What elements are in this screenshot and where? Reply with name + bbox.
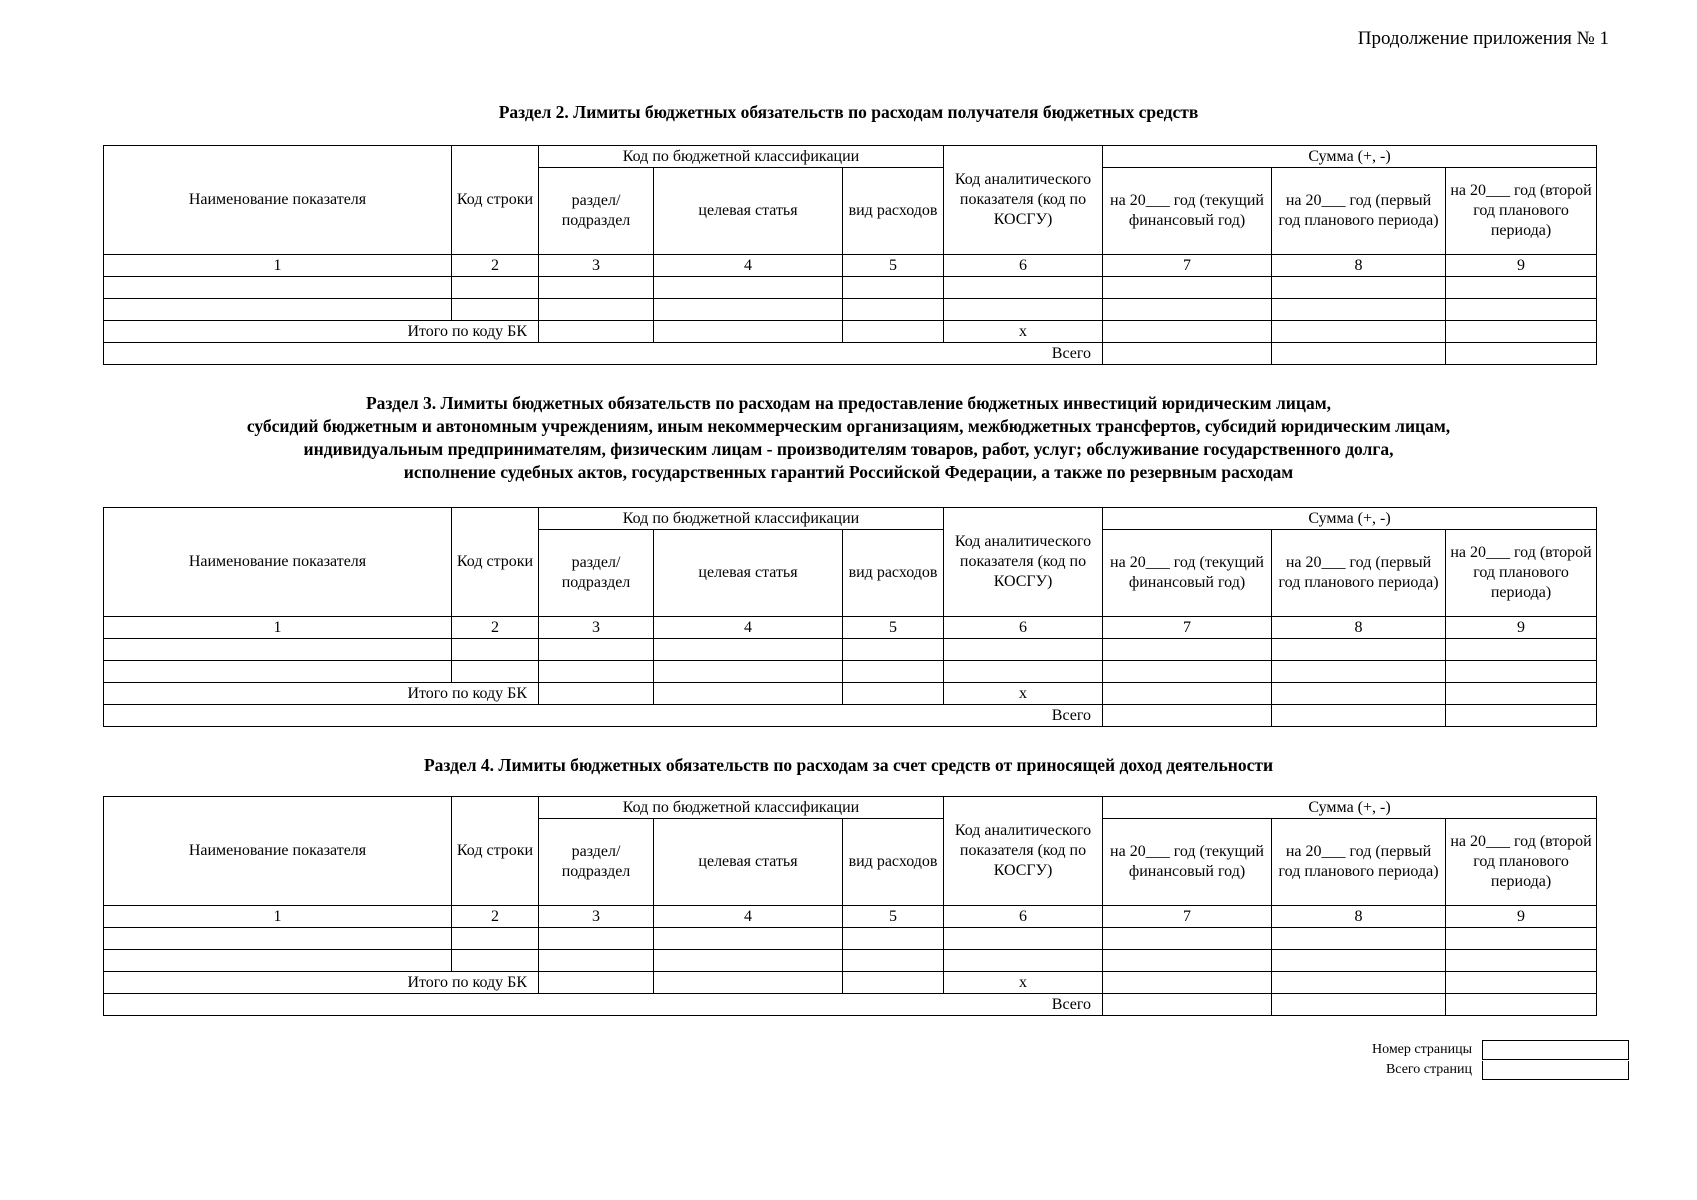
header-year-current: на 20___ год (текущий финансовый год) [1103, 819, 1272, 906]
column-number: 5 [843, 906, 944, 928]
cell-sum-second[interactable] [1446, 950, 1597, 972]
cell-sum-current[interactable] [1103, 277, 1272, 299]
cell-line-code[interactable] [452, 661, 539, 683]
cell-expense-type[interactable] [843, 972, 944, 994]
cell-name[interactable] [104, 277, 452, 299]
cell-target[interactable] [654, 683, 843, 705]
total-pages-field[interactable] [1482, 1061, 1629, 1080]
table-row [104, 928, 1597, 950]
column-number: 2 [452, 617, 539, 639]
cell-sum-first[interactable] [1272, 972, 1446, 994]
header-sum: Сумма (+, -) [1103, 146, 1597, 168]
cell-target[interactable] [654, 950, 843, 972]
header-name: Наименование показателя [104, 508, 452, 617]
cell-sum-first[interactable] [1272, 639, 1446, 661]
section3-title-line: Раздел 3. Лимиты бюджетных обязательств по расходам на предоставление бюджетных инвестиций юридическим лицам, [365, 393, 1331, 413]
total-pages-label: Всего страниц [1385, 1062, 1472, 1077]
cell-line-code[interactable] [452, 299, 539, 321]
cell-expense-type[interactable] [843, 639, 944, 661]
column-number: 4 [654, 255, 843, 277]
table-row [104, 639, 1597, 661]
table-row [104, 950, 1597, 972]
cell-sum-current[interactable] [1103, 994, 1272, 1016]
cell-expense-type[interactable] [843, 928, 944, 950]
cell-sum-second[interactable] [1446, 277, 1597, 299]
cell-expense-type[interactable] [843, 277, 944, 299]
header-sum: Сумма (+, -) [1103, 508, 1597, 530]
x-mark: x [944, 972, 1103, 994]
total-bk-row [104, 972, 1597, 994]
header-year-first: на 20___ год (первый год планового периода) [1272, 819, 1446, 906]
header-year-second: на 20___ год (второй год планового периода) [1446, 530, 1597, 617]
header-budget-classification: Код по бюджетной классификации [539, 146, 944, 168]
header-name: Наименование показателя [104, 797, 452, 906]
header-year-second: на 20___ год (второй год планового периода) [1446, 168, 1597, 255]
cell-expense-type[interactable] [843, 683, 944, 705]
header-year-current: на 20___ год (текущий финансовый год) [1103, 168, 1272, 255]
column-number: 8 [1272, 255, 1446, 277]
cell-expense-type[interactable] [843, 299, 944, 321]
cell-section[interactable] [539, 277, 654, 299]
column-number: 5 [843, 255, 944, 277]
total-bk-label: Итого по коду БК [104, 321, 539, 343]
header-target: целевая статья [654, 168, 843, 255]
cell-sum-current[interactable] [1103, 928, 1272, 950]
page-number-field[interactable] [1482, 1040, 1629, 1060]
header-section: раздел/ подраздел [539, 168, 654, 255]
column-number: 7 [1103, 255, 1272, 277]
cell-line-code[interactable] [452, 639, 539, 661]
column-number: 3 [539, 255, 654, 277]
cell-target[interactable] [654, 299, 843, 321]
header-year-first: на 20___ год (первый год планового периода) [1272, 530, 1446, 617]
header-budget-classification: Код по бюджетной классификации [539, 797, 944, 819]
x-mark: x [944, 683, 1103, 705]
cell-sum-first[interactable] [1272, 705, 1446, 727]
cell-sum-first[interactable] [1272, 299, 1446, 321]
total-bk-label: Итого по коду БК [104, 683, 539, 705]
cell-section[interactable] [539, 972, 654, 994]
cell-name[interactable] [104, 639, 452, 661]
cell-expense-type[interactable] [843, 321, 944, 343]
cell-target[interactable] [654, 321, 843, 343]
page-number-label: Номер страницы [1371, 1042, 1472, 1057]
cell-sum-first[interactable] [1272, 928, 1446, 950]
cell-sum-second[interactable] [1446, 639, 1597, 661]
total-bk-row [104, 321, 1597, 343]
column-number: 7 [1103, 906, 1272, 928]
cell-sum-current[interactable] [1103, 639, 1272, 661]
continuation-label: Продолжение приложения № 1 [1357, 28, 1609, 49]
cell-sum-current[interactable] [1103, 683, 1272, 705]
cell-sum-current[interactable] [1103, 321, 1272, 343]
table-row [104, 661, 1597, 683]
header-budget-classification: Код по бюджетной классификации [539, 508, 944, 530]
column-number: 4 [654, 617, 843, 639]
cell-section[interactable] [539, 950, 654, 972]
cell-sum-current[interactable] [1103, 950, 1272, 972]
grand-total-label: Всего [104, 705, 1103, 727]
cell-target[interactable] [654, 277, 843, 299]
header-expense-type: вид расходов [843, 168, 944, 255]
cell-target[interactable] [654, 661, 843, 683]
grand-total-row [104, 343, 1597, 365]
section3-title-line: исполнение судебных актов, государственных гарантий Российской Федерации, а также по резервным расходам [403, 462, 1294, 482]
header-sum: Сумма (+, -) [1103, 797, 1597, 819]
header-line-code: Код строки [452, 508, 539, 617]
column-number: 1 [104, 617, 452, 639]
header-section: раздел/ подраздел [539, 530, 654, 617]
grand-total-label: Всего [104, 994, 1103, 1016]
cell-sum-second[interactable] [1446, 994, 1597, 1016]
section3-title-line: субсидий бюджетным и автономным учреждениям, иным некоммерческим организациям, межбюджетных трансфертов, субсидий юридическим лицам, [246, 416, 1451, 436]
cell-sum-second[interactable] [1446, 343, 1597, 365]
cell-section[interactable] [539, 661, 654, 683]
total-bk-label: Итого по коду БК [104, 972, 539, 994]
column-number: 9 [1446, 255, 1597, 277]
column-number: 1 [104, 255, 452, 277]
cell-section[interactable] [539, 639, 654, 661]
cell-sum-second[interactable] [1446, 972, 1597, 994]
column-number: 5 [843, 617, 944, 639]
cell-section[interactable] [539, 299, 654, 321]
column-number: 3 [539, 617, 654, 639]
cell-line-code[interactable] [452, 928, 539, 950]
cell-sum-first[interactable] [1272, 277, 1446, 299]
column-number: 8 [1272, 906, 1446, 928]
header-line-code: Код строки [452, 797, 539, 906]
cell-name[interactable] [104, 950, 452, 972]
cell-name[interactable] [104, 299, 452, 321]
cell-expense-type[interactable] [843, 950, 944, 972]
cell-sum-first[interactable] [1272, 950, 1446, 972]
budget-table [103, 507, 1597, 727]
header-analytic-code: Код аналитического показателя (код по КОСГУ) [944, 797, 1103, 906]
cell-sum-second[interactable] [1446, 321, 1597, 343]
column-number: 6 [944, 255, 1103, 277]
column-number: 9 [1446, 906, 1597, 928]
header-year-second: на 20___ год (второй год планового периода) [1446, 819, 1597, 906]
cell-analytic[interactable] [944, 661, 1103, 683]
cell-analytic[interactable] [944, 277, 1103, 299]
header-analytic-code: Код аналитического показателя (код по КОСГУ) [944, 508, 1103, 617]
column-number: 3 [539, 906, 654, 928]
x-mark: x [944, 321, 1103, 343]
cell-analytic[interactable] [944, 950, 1103, 972]
cell-sum-first[interactable] [1272, 683, 1446, 705]
column-number: 4 [654, 906, 843, 928]
table-row [104, 277, 1597, 299]
section3-title [0, 392, 1697, 484]
header-section: раздел/ подраздел [539, 819, 654, 906]
grand-total-row [104, 705, 1597, 727]
cell-target[interactable] [654, 972, 843, 994]
cell-name[interactable] [104, 661, 452, 683]
cell-section[interactable] [539, 928, 654, 950]
page-counter [1320, 1040, 1629, 1080]
cell-sum-current[interactable] [1103, 705, 1272, 727]
header-expense-type: вид расходов [843, 530, 944, 617]
cell-sum-second[interactable] [1446, 661, 1597, 683]
section2-title: Раздел 2. Лимиты бюджетных обязательств по расходам получателя бюджетных средств [498, 102, 1199, 122]
cell-sum-current[interactable] [1103, 343, 1272, 365]
cell-sum-current[interactable] [1103, 972, 1272, 994]
header-year-first: на 20___ год (первый год планового периода) [1272, 168, 1446, 255]
section3-title-line: индивидуальным предпринимателям, физическим лицам - производителям товаров, работ, услуг; обслуживание государственного долга, [303, 439, 1394, 459]
cell-sum-first[interactable] [1272, 321, 1446, 343]
cell-sum-first[interactable] [1272, 994, 1446, 1016]
cell-expense-type[interactable] [843, 661, 944, 683]
header-analytic-code: Код аналитического показателя (код по КОСГУ) [944, 146, 1103, 255]
cell-sum-current[interactable] [1103, 299, 1272, 321]
cell-target[interactable] [654, 928, 843, 950]
header-year-current: на 20___ год (текущий финансовый год) [1103, 530, 1272, 617]
cell-section[interactable] [539, 321, 654, 343]
budget-table [103, 796, 1597, 1016]
cell-sum-current[interactable] [1103, 661, 1272, 683]
column-number: 2 [452, 255, 539, 277]
cell-section[interactable] [539, 683, 654, 705]
cell-sum-second[interactable] [1446, 299, 1597, 321]
column-number: 9 [1446, 617, 1597, 639]
section4-title: Раздел 4. Лимиты бюджетных обязательств по расходам за счет средств от приносящей доход деятельности [423, 755, 1274, 775]
header-line-code: Код строки [452, 146, 539, 255]
budget-table [103, 145, 1597, 365]
cell-line-code[interactable] [452, 277, 539, 299]
cell-analytic[interactable] [944, 928, 1103, 950]
cell-analytic[interactable] [944, 299, 1103, 321]
header-name: Наименование показателя [104, 146, 452, 255]
cell-line-code[interactable] [452, 950, 539, 972]
grand-total-row [104, 994, 1597, 1016]
column-number: 1 [104, 906, 452, 928]
column-number: 6 [944, 617, 1103, 639]
cell-sum-second[interactable] [1446, 928, 1597, 950]
column-number: 8 [1272, 617, 1446, 639]
cell-analytic[interactable] [944, 639, 1103, 661]
cell-target[interactable] [654, 639, 843, 661]
cell-sum-first[interactable] [1272, 343, 1446, 365]
column-number: 2 [452, 906, 539, 928]
header-target: целевая статья [654, 819, 843, 906]
grand-total-label: Всего [104, 343, 1103, 365]
column-number: 6 [944, 906, 1103, 928]
header-expense-type: вид расходов [843, 819, 944, 906]
header-target: целевая статья [654, 530, 843, 617]
column-number: 7 [1103, 617, 1272, 639]
cell-sum-first[interactable] [1272, 661, 1446, 683]
total-bk-row [104, 683, 1597, 705]
cell-sum-second[interactable] [1446, 705, 1597, 727]
table-row [104, 299, 1597, 321]
cell-sum-second[interactable] [1446, 683, 1597, 705]
cell-name[interactable] [104, 928, 452, 950]
